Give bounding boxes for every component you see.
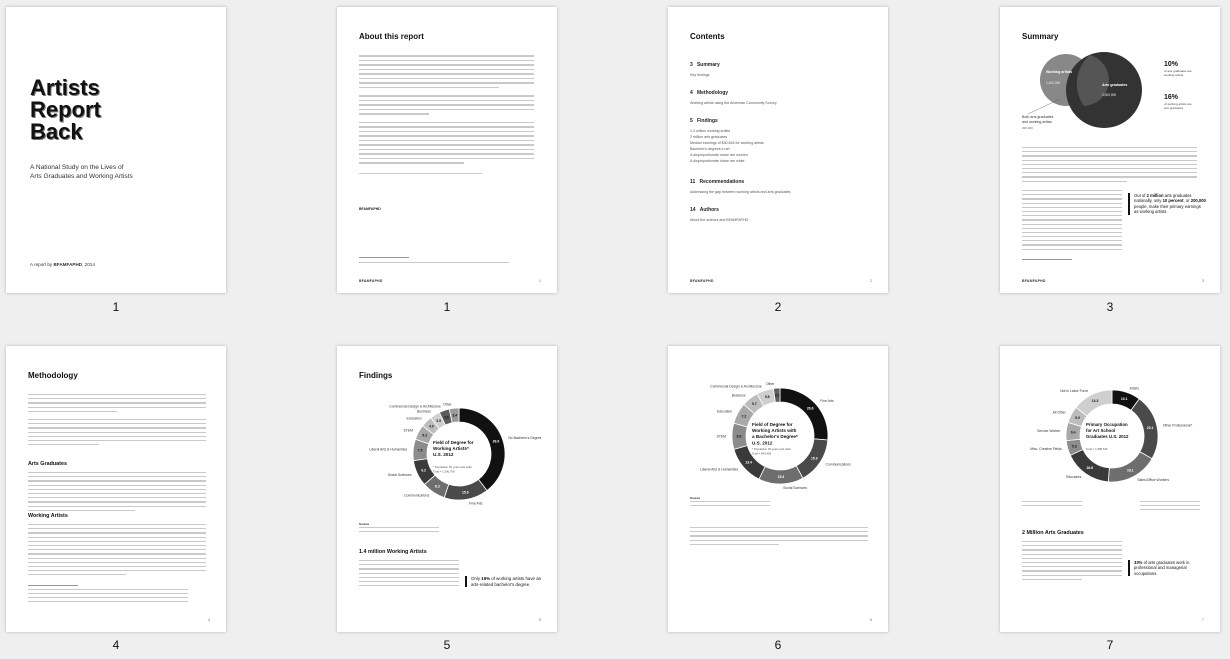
chart-title: U.S. 2012 <box>752 440 773 446</box>
page-thumbnail-degree-chart[interactable] <box>668 346 888 632</box>
donut-chart-primary-occupation <box>1000 366 1220 506</box>
byline-prefix: A report by <box>30 262 53 267</box>
footnote-text <box>28 589 188 605</box>
section-subheading: 1.4 million Working Artists <box>359 549 427 555</box>
toc-subitem: A disproportionate share are white <box>690 159 745 163</box>
category-label: Liberal Arts & Humanities <box>700 467 739 472</box>
venn-diagram <box>1000 7 1220 147</box>
cover-title-line: Artists <box>30 75 100 100</box>
chart-title: Graduates U.S. 2012 <box>1086 433 1129 439</box>
category-label: Other <box>765 382 775 387</box>
toc-section-recommendations: 11 Recommendations <box>690 179 745 185</box>
category-label: Business <box>417 409 431 414</box>
segment-value-label: 7.2 <box>741 414 747 419</box>
body-text-block <box>690 527 868 548</box>
segment-value-label: 39.6 <box>492 439 500 444</box>
segment-value-label: 3.5 <box>436 418 441 423</box>
footnote-rule <box>1022 259 1072 260</box>
stat1-value: 10% <box>1164 61 1179 68</box>
category-label: Social Sciences <box>387 473 412 478</box>
donut-segment <box>1131 399 1158 459</box>
segment-value-label: 16.8 <box>1086 466 1093 471</box>
segment-value-label: 6.4 <box>1070 430 1076 435</box>
segment-value-label: 23.1 <box>1146 426 1154 431</box>
overlap-pointer-line <box>1028 99 1060 114</box>
segment-value-label: 15.3 <box>777 475 785 480</box>
segment-value-label: 5.9 <box>1075 415 1080 420</box>
segment-value-label: 8.3 <box>435 484 440 489</box>
footer-brand: BFAMFAPHD <box>359 279 383 283</box>
toc-section-methodology: 4 Methodology <box>690 90 729 96</box>
cover-title-line: Report <box>30 97 101 122</box>
body-text-block <box>1022 541 1122 583</box>
donut-chart-field-of-degree-bachelors <box>668 366 888 506</box>
category-label: Artists <box>1129 386 1140 391</box>
page-number-label: 1 <box>112 300 120 314</box>
category-label: Not in Labor Force <box>1060 388 1089 393</box>
segment-value-label: 2.2 <box>774 393 780 398</box>
cover-title-line: Back <box>30 119 83 144</box>
page-thumbnail-findings[interactable] <box>337 346 557 632</box>
chart-source-text <box>1022 501 1082 509</box>
page-thumbnail-summary[interactable] <box>1000 7 1220 293</box>
footer-page-number: 7 <box>1202 618 1204 622</box>
chart-footnote: Total = 843,456 <box>752 451 772 456</box>
category-label: Other <box>443 402 452 407</box>
cover-subtitle-line: A National Study on the Lives of <box>30 164 124 171</box>
toc-subitem: 1.4 million working artists <box>690 129 731 133</box>
category-label: Fine Arts <box>469 501 483 506</box>
page-number-label: 5 <box>443 638 451 652</box>
category-label: No Bachelor's Degree <box>508 435 542 440</box>
findings-callout: Only 16% of working artists have an arts-related bachelor's degree. <box>465 576 543 587</box>
segment-value-label: 18.1 <box>1126 468 1134 473</box>
body-text-block <box>28 524 206 578</box>
segment-value-label: 3.4 <box>452 413 458 418</box>
page-heading: Findings <box>359 371 393 380</box>
category-label: Educators <box>1066 474 1082 479</box>
footnote-rule <box>28 585 78 586</box>
chart-footnote-text <box>1140 501 1200 513</box>
body-text-block <box>359 55 534 177</box>
footer-brand: BFAMFAPHD <box>690 279 714 283</box>
category-label: Fine Arts <box>820 398 834 403</box>
page-number-label: 4 <box>112 638 120 652</box>
category-label: Commercial Design & Architecture <box>389 404 441 409</box>
segment-value-label: 15.9 <box>811 456 818 461</box>
chart-footnote: * Population 25 years and older <box>433 465 473 469</box>
venn-left-title: Working artists <box>1046 70 1073 74</box>
category-label: Other Professional* <box>1162 423 1193 428</box>
chart-title: Primary Occupation <box>1086 422 1128 427</box>
chart-title: U.S. 2012 <box>433 452 454 458</box>
chart-source-text <box>690 501 770 509</box>
page-thumbnail-occupation-chart[interactable] <box>1000 346 1220 632</box>
footer-page-number: 4 <box>208 618 210 622</box>
chart-footnote: * Population 25 years and older <box>752 447 792 451</box>
cover-subtitle <box>30 164 190 181</box>
footer-page-number: 5 <box>539 618 541 622</box>
stat1-label: of arts graduates are <box>1164 69 1192 73</box>
toc-subitem: Bachelor's degrees in art <box>690 147 730 151</box>
chart-title: Working Artists* <box>433 446 469 452</box>
page-thumbnail-cover[interactable] <box>6 7 226 293</box>
category-label: Education <box>717 409 733 414</box>
cover-subtitle-line: Arts Graduates and Working Artists <box>30 172 133 180</box>
category-label: Liberal Arts & Humanities <box>369 447 408 452</box>
segment-value-label: 14.3 <box>1091 399 1099 404</box>
footer-page-number: 2 <box>870 279 872 283</box>
category-label: Social Sciences <box>783 485 808 490</box>
section-subheading: Working Artists <box>28 513 68 519</box>
venn-right-title: Arts graduates <box>1102 83 1128 87</box>
footnote-rule <box>359 257 409 258</box>
footnote-text <box>359 262 509 266</box>
segment-value-label: 10.1 <box>1120 397 1128 402</box>
segment-value-label: 3.6 <box>444 415 449 420</box>
byline-year: 2014 <box>84 262 95 267</box>
page-number-label: 7 <box>1106 638 1114 652</box>
segment-value-label: 9.2 <box>421 468 426 473</box>
category-label: STEM <box>403 428 413 433</box>
page7-callout: 33% of arts graduates work in professional and managerial occupations. <box>1128 560 1206 576</box>
toc-section-findings: 5 Findings <box>690 118 718 124</box>
chart-title: Field of Degree for <box>433 440 474 445</box>
body-text-block <box>1022 147 1197 185</box>
chart-source-label: Source <box>359 522 370 526</box>
toc-subitem: About the authors and BFAMFAPHD <box>690 218 749 222</box>
toc-subitem: A disproportionate share are women <box>690 153 748 157</box>
body-text-block <box>28 472 206 514</box>
venn-left-value: 1,400,000 <box>1046 81 1061 85</box>
chart-title: Working Artists with <box>752 428 797 434</box>
category-label: Service Worker <box>1037 428 1061 433</box>
page-number-label: 2 <box>774 300 782 314</box>
section-subheading: Arts Graduates <box>28 461 67 467</box>
stat2-label: of working artists are <box>1164 102 1192 106</box>
page-heading: Methodology <box>28 371 78 380</box>
venn-right-value: 2,000,000 <box>1102 93 1117 97</box>
overlap-label: Both arts graduates <box>1022 115 1054 119</box>
segment-value-label: 8.9 <box>736 434 742 439</box>
category-label: Business <box>731 393 746 398</box>
category-label: STEM <box>716 434 727 439</box>
footer-page-number: 1 <box>539 279 541 283</box>
segment-value-label: 5.8 <box>764 395 770 400</box>
chart-footnote: Total = 1,988,546 <box>1086 447 1108 451</box>
section-subheading: 2 Million Arts Graduates <box>1022 530 1084 536</box>
footer-brand: BFAMFAPHD <box>1022 279 1046 283</box>
about-brand: BFAMFAPHD <box>359 207 381 211</box>
chart-source-text <box>359 527 439 535</box>
byline-comma: , <box>82 262 84 267</box>
cover-byline <box>30 262 95 267</box>
footer-page-number: 3 <box>1202 279 1204 283</box>
overlap-value: 200,000 <box>1022 126 1033 130</box>
body-text-block <box>28 394 206 448</box>
page-heading: Summary <box>1022 32 1059 41</box>
cover-title <box>30 77 101 143</box>
chart-title: for Art School <box>1086 427 1116 433</box>
page-heading: Contents <box>690 32 725 41</box>
chart-title: a Bachelor's Degree* <box>752 434 798 440</box>
page-thumbnail-about[interactable] <box>337 7 557 293</box>
category-label: Communications <box>404 493 430 498</box>
summary-callout: Out of 2 million arts graduates nationally, only 10 percent, or 200,000 people, make their primary earnings as working artists. <box>1128 193 1206 215</box>
segment-value-label: 26.6 <box>806 406 814 411</box>
toc-subitem: 2 million arts graduates <box>690 135 728 139</box>
stat2-value: 16% <box>1164 94 1179 101</box>
page-number-label: 1 <box>443 300 451 314</box>
category-label: All Other <box>1052 410 1066 415</box>
footer-page-number: 6 <box>870 618 872 622</box>
category-label: Communications <box>825 462 851 467</box>
category-label: Education <box>406 416 422 421</box>
segment-value-label: 13.4 <box>745 460 752 465</box>
body-text-block <box>1022 190 1122 253</box>
stat2-label: arts graduates <box>1164 106 1184 110</box>
page-heading: About this report <box>359 32 424 41</box>
toc-subitem: Key findings <box>690 73 710 77</box>
category-label: Commercial Design & Architecture <box>710 384 762 389</box>
page-thumbnail-contents[interactable] <box>668 7 888 293</box>
toc-section-authors: 14 Authors <box>690 207 719 213</box>
page-number-label: 3 <box>1106 300 1114 314</box>
toc-section-summary: 3 Summary <box>690 62 720 68</box>
chart-source-label: Source <box>690 496 701 500</box>
page-thumbnail-methodology[interactable] <box>6 346 226 632</box>
chart-title: Field of Degree for <box>752 422 793 427</box>
page-number-label: 6 <box>774 638 782 652</box>
segment-value-label: 5.7 <box>752 402 757 407</box>
stat1-label: working artists <box>1164 73 1184 77</box>
segment-value-label: 7.5 <box>417 448 423 453</box>
segment-value-label: 15.6 <box>462 490 469 495</box>
byline-brand: BFAMFAPHD <box>53 262 83 267</box>
toc-subitem: Addressing the gap between working artists and arts graduates <box>690 190 791 194</box>
overlap-label: and working artists <box>1022 120 1052 124</box>
donut-chart-field-of-degree <box>337 382 557 522</box>
chart-footnote: Total = 1,396,766 <box>433 469 455 474</box>
body-text-block <box>359 560 459 589</box>
toc-subitem: Working artists using the American Community Survey <box>690 101 777 105</box>
segment-value-label: 5.3 <box>422 433 428 438</box>
segment-value-label: 5.3 <box>1072 444 1077 449</box>
segment-value-label: 4.0 <box>429 424 434 429</box>
category-label: Sales/Office Workers <box>1137 478 1170 483</box>
category-label: Misc. Creative Fields <box>1030 447 1062 452</box>
toc-subitem: Median earnings of $30,826 for working artists <box>690 141 764 145</box>
